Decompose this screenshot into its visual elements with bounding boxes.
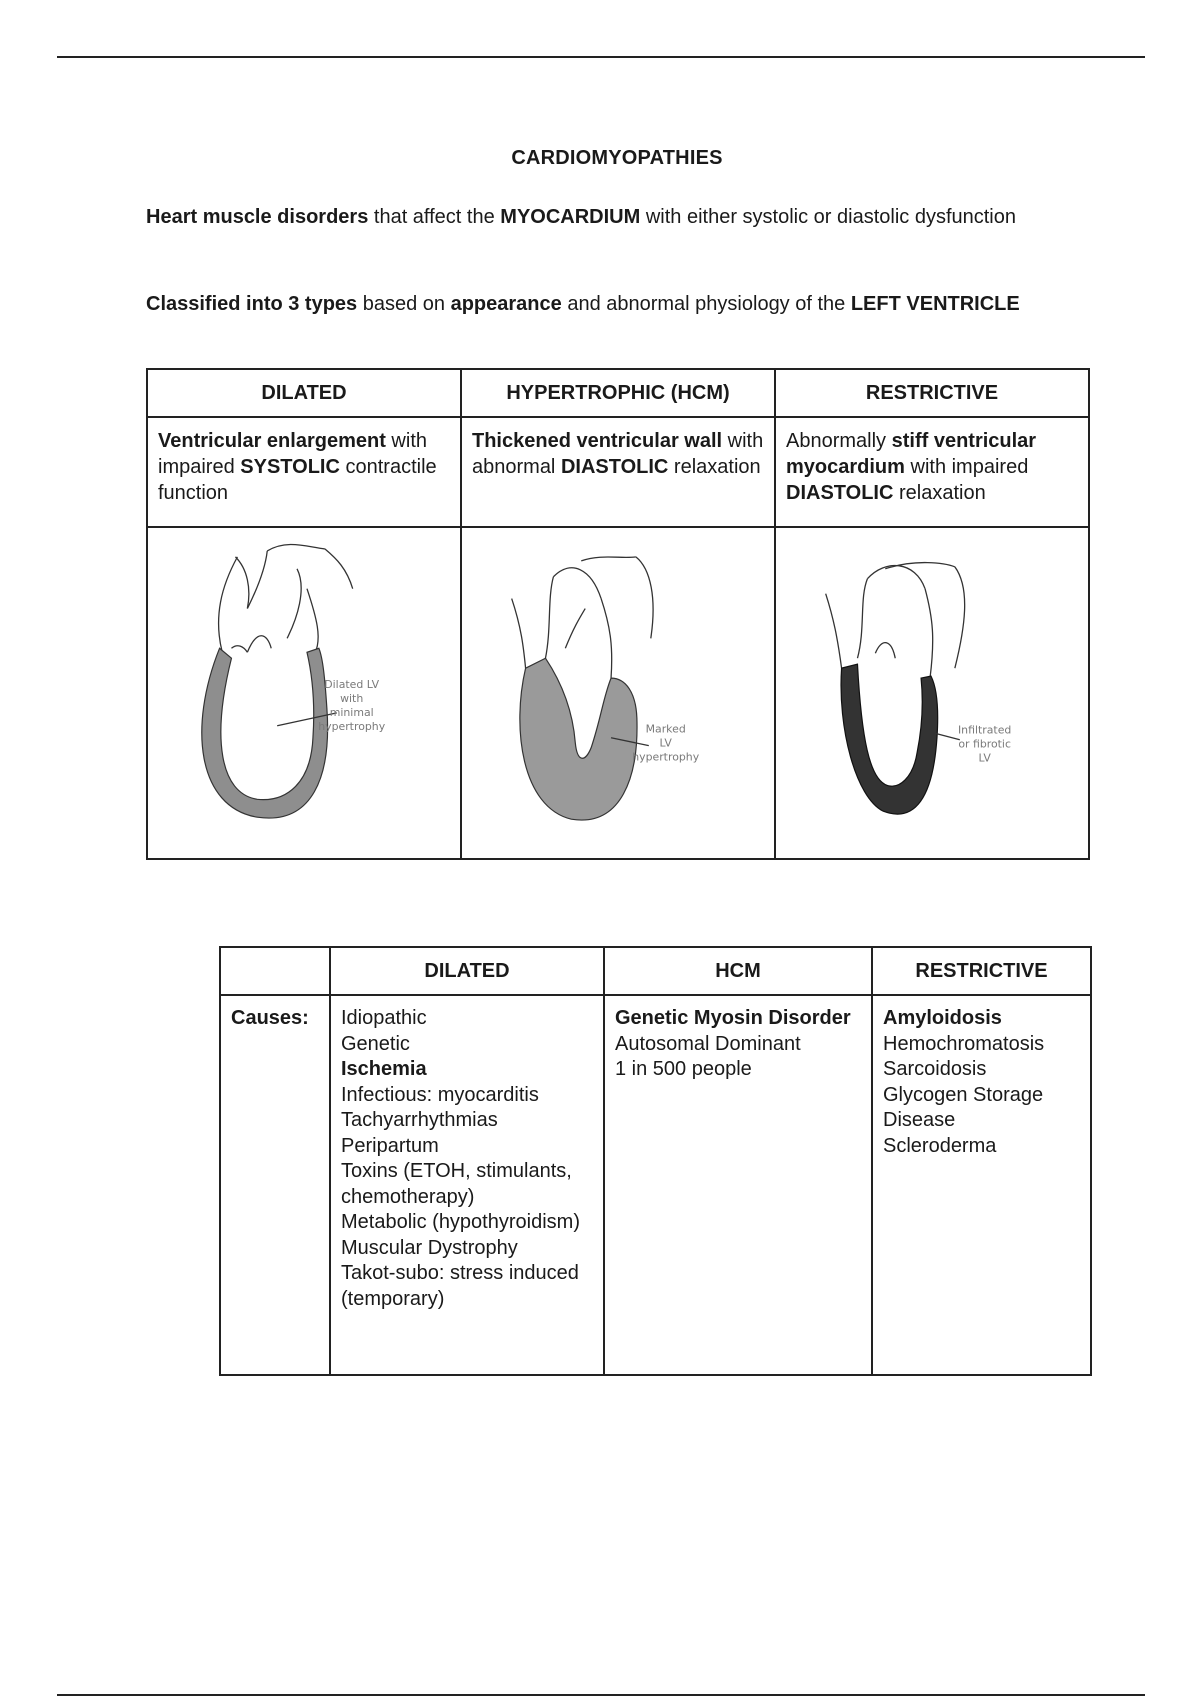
restrictive-lv-wall bbox=[841, 664, 938, 814]
diagram-hcm-cell bbox=[461, 527, 775, 859]
intro-paragraph-1 bbox=[146, 204, 1026, 230]
desc-restrictive bbox=[775, 417, 1089, 527]
cause-item: Peripartum bbox=[341, 1134, 439, 1157]
desc-dilated-text2: contractile function bbox=[158, 456, 437, 504]
dilated-label-2: with bbox=[340, 691, 364, 705]
cause-item: Amyloidosis bbox=[883, 1007, 1002, 1029]
intro-p2-bold3: LEFT VENTRICLE bbox=[850, 293, 1020, 315]
page-title: CARDIOMYOPATHIES bbox=[511, 147, 723, 169]
types-description-row bbox=[147, 417, 1089, 527]
desc-restrictive-text2: relaxation bbox=[893, 482, 986, 504]
intro-p2-text2: and abnormal physiology of the bbox=[561, 293, 851, 315]
desc-restrictive-bold1: stiff ventricular myocardium bbox=[786, 430, 1037, 478]
intro-p1-text1: that affect the bbox=[368, 206, 501, 228]
cause-item: Genetic bbox=[341, 1032, 410, 1055]
cause-item: Infectious: myocarditis bbox=[341, 1083, 539, 1106]
dilated-heart-diagram bbox=[148, 528, 460, 858]
diagram-restrictive-cell bbox=[775, 527, 1089, 859]
intro-paragraph-2 bbox=[146, 291, 1026, 317]
desc-hcm-bold1: Thickened ventricular wall bbox=[472, 430, 723, 452]
types-header-row bbox=[147, 369, 1089, 417]
hcm-label-1: Marked bbox=[645, 722, 686, 736]
desc-hcm bbox=[461, 417, 775, 527]
intro-p1-bold1: Heart muscle disorders bbox=[146, 206, 369, 228]
causes-header-row bbox=[220, 947, 1091, 995]
cause-item: Glycogen Storage Disease bbox=[883, 1083, 1044, 1131]
cause-item: Genetic Myosin Disorder bbox=[615, 1007, 851, 1029]
types-header-dilated: DILATED bbox=[147, 369, 461, 417]
causes-hcm-list bbox=[604, 995, 872, 1375]
desc-dilated-bold1: Ventricular enlargement bbox=[158, 430, 386, 452]
hcm-heart-diagram bbox=[462, 528, 774, 858]
cause-item: Autosomal Dominant bbox=[615, 1032, 801, 1055]
cause-item: Hemochromatosis bbox=[883, 1032, 1045, 1055]
cause-item: Tachyarrhythmias bbox=[341, 1109, 498, 1131]
types-diagram-row bbox=[147, 527, 1089, 859]
restrictive-label-2: or fibrotic bbox=[958, 737, 1011, 751]
intro-p1-text2: with either systolic or diastolic dysfunction bbox=[640, 206, 1016, 228]
causes-row-label: Causes: bbox=[220, 995, 330, 1375]
causes-header-dilated: DILATED bbox=[330, 947, 604, 995]
causes-row bbox=[220, 995, 1091, 1375]
hcm-label-2: LV bbox=[659, 736, 672, 750]
dilated-lv-wall bbox=[202, 648, 328, 818]
footer-rule bbox=[57, 1694, 1145, 1696]
dilated-label-4: hypertrophy bbox=[318, 719, 386, 733]
cause-item: Scleroderma bbox=[883, 1134, 997, 1157]
desc-hcm-text2: relaxation bbox=[668, 456, 761, 478]
diagram-dilated-cell bbox=[147, 527, 461, 859]
cause-item: Sarcoidosis bbox=[883, 1058, 987, 1080]
cause-item: Metabolic (hypothyroidism) bbox=[341, 1211, 580, 1233]
restrictive-label-3: LV bbox=[978, 751, 991, 765]
desc-hcm-bold2: DIASTOLIC bbox=[560, 456, 669, 478]
causes-header-hcm: HCM bbox=[604, 947, 872, 995]
causes-header-restrictive: RESTRICTIVE bbox=[872, 947, 1091, 995]
intro-p1-bold2: MYOCARDIUM bbox=[500, 206, 641, 228]
cause-item: Muscular Dystrophy bbox=[341, 1236, 518, 1259]
types-header-restrictive: RESTRICTIVE bbox=[775, 369, 1089, 417]
hcm-label-3: hypertrophy bbox=[632, 750, 700, 764]
desc-restrictive-bold2: DIASTOLIC bbox=[786, 482, 894, 504]
cause-item: Idiopathic bbox=[341, 1007, 427, 1029]
intro-p2-bold2: appearance bbox=[450, 293, 562, 315]
desc-hcm-text1: with abnormal bbox=[472, 430, 764, 478]
dilated-label-1: Dilated LV bbox=[324, 678, 380, 692]
header-rule bbox=[57, 56, 1145, 58]
intro-p2-text1: based on bbox=[357, 293, 451, 315]
causes-header-empty bbox=[220, 947, 330, 995]
restrictive-label-1: Infiltrated bbox=[957, 723, 1012, 737]
desc-dilated-bold2: SYSTOLIC bbox=[240, 456, 340, 478]
cardiomyopathy-types-table bbox=[146, 368, 1090, 860]
causes-restrictive-list bbox=[872, 995, 1091, 1375]
desc-dilated-text1: with impaired bbox=[158, 430, 427, 478]
restrictive-heart-diagram bbox=[776, 528, 1088, 858]
cause-item: Takot-subo: stress induced (temporary) bbox=[341, 1262, 579, 1310]
causes-dilated-list bbox=[330, 995, 604, 1375]
desc-restrictive-text0: Abnormally bbox=[786, 430, 892, 452]
types-header-hcm: HYPERTROPHIC (HCM) bbox=[461, 369, 775, 417]
intro-p2-bold1: Classified into 3 types bbox=[146, 293, 358, 315]
desc-restrictive-text1: with impaired bbox=[904, 456, 1029, 478]
dilated-label-3: minimal bbox=[329, 705, 374, 719]
cause-item: Toxins (ETOH, stimulants, chemotherapy) bbox=[341, 1160, 572, 1208]
causes-table bbox=[219, 946, 1092, 1376]
desc-dilated bbox=[147, 417, 461, 527]
cause-item: 1 in 500 people bbox=[615, 1058, 752, 1080]
cause-item: Ischemia bbox=[341, 1058, 427, 1080]
